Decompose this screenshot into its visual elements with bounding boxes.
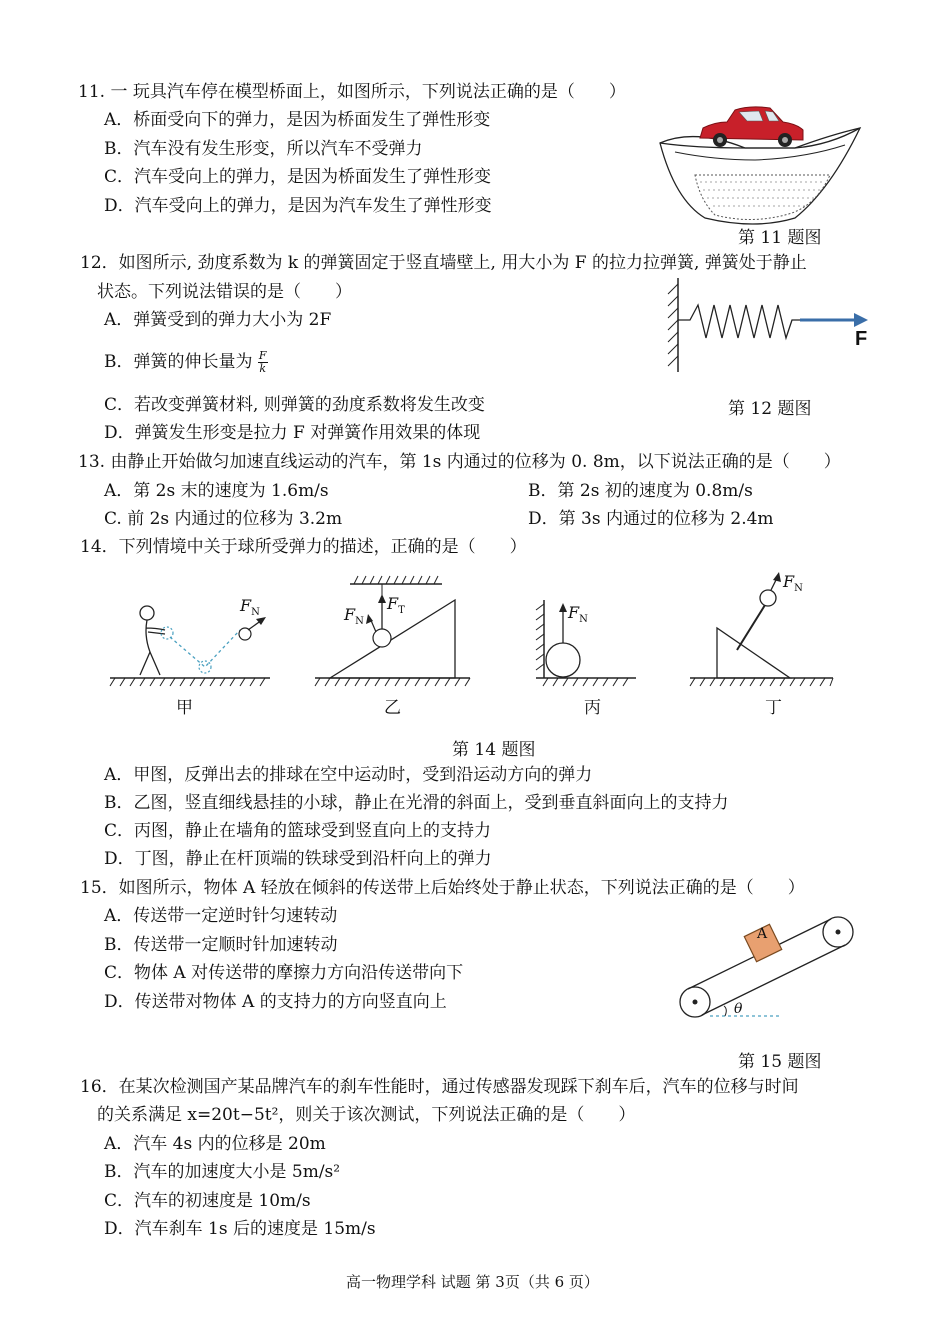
q11-option-c: C．汽车受向上的弹力，是因为桥面发生了弹性形变	[104, 167, 492, 187]
q15-option-b: B．传送带一定顺时针加速转动	[104, 935, 338, 955]
q11-option-d: D．汽车受向上的弹力，是因为汽车发生了弹性形变	[104, 196, 492, 216]
q12-spring-figure	[660, 270, 880, 380]
q15-option-c: C．物体 A 对传送带的摩擦力方向沿传送带向下	[104, 963, 464, 983]
q16-stem-line2: 的关系满足 x=20t−5t²，则关于该次测试，下列说法正确的是（ ）	[97, 1105, 636, 1125]
q12-frac-den: k	[259, 362, 267, 375]
q15-stem: 15．如图所示，物体 A 轻放在倾斜的传送带上后始终处于静止状态，下列说法正确的是（ ）	[80, 878, 805, 898]
q16-option-d: D．汽车刹车 1s 后的速度是 15m/s	[104, 1219, 376, 1239]
q13-option-b: B．第 2s 初的速度为 0.8m/s	[528, 481, 753, 501]
q14-figure-yi	[310, 570, 480, 690]
q14-figure-bing	[528, 570, 648, 690]
q14-figure-ding	[685, 570, 845, 690]
q12-force-label: F	[855, 328, 868, 350]
q14-option-b: B．乙图，竖直细线悬挂的小球，静止在光滑的斜面上，受到垂直斜面向上的支持力	[104, 793, 729, 813]
q11-option-b: B．汽车没有发生形变，所以汽车不受弹力	[104, 139, 423, 159]
q14-figure-jia	[110, 570, 280, 690]
car-icon	[700, 107, 803, 147]
q12-option-b-label: B．弹簧的伸长量为	[104, 352, 253, 372]
spring	[678, 305, 800, 338]
q15-conveyor-figure	[675, 905, 875, 1025]
q13-option-d: D．第 3s 内通过的位移为 2.4m	[528, 509, 774, 529]
q14-label-bing: 丙	[584, 698, 601, 718]
q16-option-a: A．汽车 4s 内的位移是 20m	[104, 1134, 326, 1154]
q14-ding-force-label: $F_N$	[783, 572, 803, 595]
q15-block-label: A	[757, 926, 768, 942]
q12-option-c: C．若改变弹簧材料, 则弹簧的劲度系数将发生改变	[104, 395, 485, 415]
q12-option-d: D．弹簧发生形变是拉力 F 对弹簧作用效果的体现	[104, 423, 481, 443]
q13-option-c: C. 前 2s 内通过的位移为 3.2m	[104, 509, 343, 529]
q11-figure-caption: 第 11 题图	[738, 228, 822, 248]
q14-label-yi: 乙	[384, 698, 401, 718]
q14-yi-fn-label: $F_N$	[344, 605, 364, 628]
q14-figure-caption: 第 14 题图	[452, 740, 536, 760]
force-arrow-icon	[854, 313, 868, 327]
q16-option-b: B．汽车的加速度大小是 5m/s²	[104, 1162, 341, 1182]
q12-figure-caption: 第 12 题图	[728, 399, 812, 419]
q14-label-ding: 丁	[765, 698, 782, 718]
iron-ball	[760, 590, 776, 606]
q12-option-a: A．弹簧受到的弹力大小为 2F	[104, 310, 332, 330]
q15-figure-caption: 第 15 题图	[738, 1052, 822, 1072]
q12-stem-line1: 12．如图所示, 劲度系数为 k 的弹簧固定于竖直墙壁上, 用大小为 F 的拉力拉弹簧, 弹簧处于静止	[80, 253, 807, 273]
q11-option-a: A．桥面受向下的弹力，是因为桥面发生了弹性形变	[104, 110, 491, 130]
q14-bing-force-label: $F_N$	[568, 603, 588, 626]
q14-yi-ft-label: $F_T$	[387, 594, 405, 617]
q13-option-a: A．第 2s 末的速度为 1.6m/s	[104, 481, 329, 501]
q11-stem: 11. 一 玩具汽车停在模型桥面上，如图所示，下列说法正确的是（ ）	[78, 82, 626, 102]
q15-angle-label: θ	[734, 1001, 743, 1017]
q14-label-jia: 甲	[176, 698, 193, 718]
q12-option-b	[104, 350, 268, 375]
person-icon	[140, 606, 165, 675]
q12-stem-line2: 状态。下列说法错误的是（ ）	[97, 282, 352, 302]
q12-frac-num: F	[258, 349, 267, 362]
q13-stem: 13. 由静止开始做匀加速直线运动的汽车，第 1s 内通过的位移为 0. 8m，以下说法正确的是（ ）	[78, 452, 841, 472]
q16-option-c: C．汽车的初速度是 10m/s	[104, 1191, 311, 1211]
q15-option-a: A．传送带一定逆时针匀速转动	[104, 906, 338, 926]
q14-option-d: D．丁图，静止在杆顶端的铁球受到沿杆向上的弹力	[104, 849, 492, 869]
q16-stem-line1: 16．在某次检测国产某品牌汽车的刹车性能时，通过传感器发现踩下刹车后，汽车的位移与时间	[80, 1077, 799, 1097]
basketball	[546, 643, 580, 677]
q14-option-a: A．甲图，反弹出去的排球在空中运动时，受到沿运动方向的弹力	[104, 765, 593, 785]
q11-bridge-figure	[655, 100, 865, 225]
q15-option-d: D．传送带对物体 A 的支持力的方向竖直向上	[104, 992, 447, 1012]
page-footer: 高一物理学科 试题 第 3页（共 6 页）	[346, 1273, 599, 1291]
q14-jia-force-label: $F_N$	[240, 596, 260, 619]
q12-fraction	[258, 350, 268, 375]
q14-option-c: C．丙图，静止在墙角的篮球受到竖直向上的支持力	[104, 821, 492, 841]
q14-stem: 14．下列情境中关于球所受弹力的描述，正确的是（ ）	[80, 537, 527, 557]
